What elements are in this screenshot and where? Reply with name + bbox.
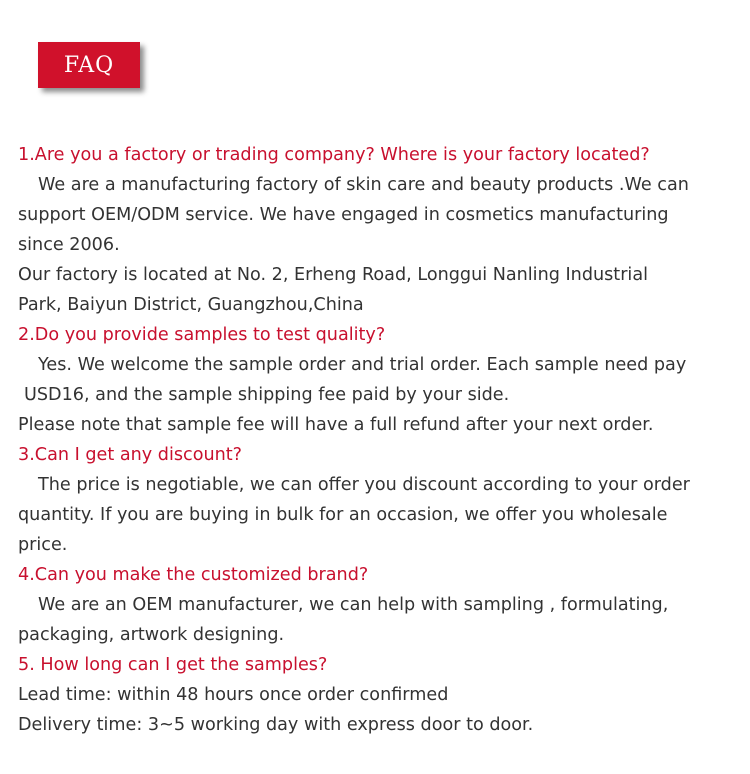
faq-answer-line: quantity. If you are buying in bulk for an occasion, we offer you wholesale [18, 505, 668, 525]
faq-answer-line: Delivery time: 3~5 working day with express door to door. [18, 715, 534, 735]
faq-body [18, 140, 743, 740]
faq-question-4: 4.Can you make the customized brand? [18, 565, 369, 585]
faq-answer-line: Our factory is located at No. 2, Erheng Road, Longgui Nanling Industrial [18, 265, 648, 285]
faq-answer-line: The price is negotiable, we can offer you discount according to your order [38, 475, 690, 495]
faq-question-1: 1.Are you a factory or trading company? Where is your factory located? [18, 145, 650, 165]
faq-answer-line: Lead time: within 48 hours once order confirmed [18, 685, 449, 705]
faq-badge-label: FAQ [63, 52, 115, 78]
faq-question-5: 5. How long can I get the samples? [18, 655, 328, 675]
faq-question-2: 2.Do you provide samples to test quality? [18, 325, 386, 345]
faq-answer-line: support OEM/ODM service. We have engaged in cosmetics manufacturing [18, 205, 669, 225]
faq-answer-line: Yes. We welcome the sample order and trial order. Each sample need pay [38, 355, 687, 375]
faq-answer-line: Park, Baiyun District, Guangzhou,China [18, 295, 364, 315]
faq-answer-line: We are a manufacturing factory of skin care and beauty products .We can [38, 175, 689, 195]
faq-answer-line: price. [18, 535, 68, 555]
faq-answer-line: We are an OEM manufacturer, we can help with sampling , formulating, [38, 595, 669, 615]
faq-answer-line: packaging, artwork designing. [18, 625, 285, 645]
faq-answer-line: since 2006. [18, 235, 120, 255]
faq-question-3: 3.Can I get any discount? [18, 445, 242, 465]
faq-answer-line: USD16, and the sample shipping fee paid by your side. [24, 385, 510, 405]
faq-answer-line: Please note that sample fee will have a full refund after your next order. [18, 415, 654, 435]
faq-badge [38, 42, 140, 88]
